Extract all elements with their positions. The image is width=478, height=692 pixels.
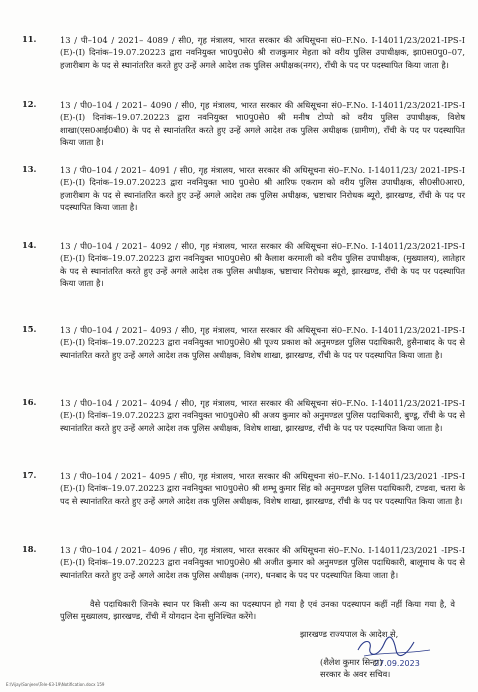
- entry-number: 18.: [22, 544, 37, 554]
- entry-text: 13 / पी–104 / 2021– 4089 / सी0, गृह मंत्रालय, भारत सरकार की अधिसूचना सं0–F.No. I-14011/23/2021-IPS-I (E)-(I) दिनांक–19.07.20223 द्वारा नवनियुक्त भा0पु0से0 श्री राजकुमार मेहता को वरीय पुलिस उपाधीक्षक, झा0स0पु0–07, हजारीबाग के पद से स्थानांतरित करते हुए उन्हें अगले आदेश तक पुलिस अधीक्षक(नगर), राँची के पद पर पदस्थापित किया जाता है।: [60, 35, 465, 70]
- entry-text: 13 / पी0–104 / 2021– 4094 / सी0, गृह मंत्रालय, भारत सरकार की अधिसूचना सं0–F.No. I-14011/23/2021-IPS-I (E)-(I) दिनांक–19.07.20223 द्वारा नवनियुक्त भा0पु0से0 श्री अजय कुमार को अनुमण्डल पुलिस पदाधिकारी, बुण्डू, राँची के पद से स्थानांतरित करते हुए उन्हें अगले आदेश तक पुलिस अधीक्षक, विशेष शाखा, झारखण्ड, राँची के पद पर पदस्थापित किया जाता है।: [60, 398, 465, 433]
- signatory-designation: सरकार के अवर सचिव।: [320, 669, 391, 679]
- entry-number: 15.: [22, 324, 37, 334]
- entry-number: 12.: [22, 99, 37, 109]
- order-line: झारखण्ड राज्यपाल के आदेश से,: [300, 629, 399, 639]
- entry-text: 13 / पी0–104 / 2021– 4096 / सी0, गृह मंत्रालय, भारत सरकार की अधिसूचना सं0–F.No. I-14011/23/2021 -IPS-I (E)-(I) दिनांक–19.07.20223 द्वारा नवनियुक्त भा0पु0से0 श्री अजीत कुमार को अनुमण्डल पुलिस पदाधिकारी, बालूमाथ के पद से स्थानांतरित करते हुए उन्हें अगले आदेश तक पुलिस अधीक्षक (नगर), धनबाद के पद पर पदस्थापित किया जाता है।: [60, 545, 465, 580]
- entry-text: 13 / पी0–104 / 2021– 4095 / सी0, गृह मंत्रालय, भारत सरकार की अधिसूचना सं0–F.No. I-14011/23/2021 -IPS-I (E)-(I) दिनांक–19.07.20223 द्वारा नवनियुक्त भा0पु0से0 श्री शम्भू कुमार सिंह को अनुमण्डल पुलिस पदाधिकारी, टण्डवा, चतरा के पद से स्थानांतरित करते हुए उन्हें अगले आदेश तक पुलिस अधीक्षक, विशेष शाखा, झारखण्ड, राँची के पद पर पदस्थापित किया जाता है।: [60, 471, 465, 506]
- signature-date: 27.09.2023: [374, 659, 420, 668]
- entry-number: 17.: [22, 470, 37, 480]
- signatory-name: (शैलेश कुमार सिन्हा): [320, 657, 383, 667]
- entry-text: 13 / पी0–104 / 2021– 4092 / सी0, गृह मंत्रालय, भारत सरकार की अधिसूचना सं0–F.No. I-14011/23/2021-IPS-I (E)-(I) दिनांक–19.07.20223 द्वारा नवनियुक्त भा0पु0से0 श्री कैलाश करमाली को वरीय पुलिस उपाधीक्षक, (मुख्यालय), लातेहार के पद से स्थानांतरित करते हुए उन्हें अगले आदेश तक पुलिस अधीक्षक, भ्रष्टाचार निरोधक ब्यूरो, झारखण्ड, राँची के पद पर पदस्थापित किया जाता है।: [60, 241, 465, 289]
- entry-text: 13 / पी0–104 / 2021– 4090 / सी0, गृह मंत्रालय, भारत सरकार की अधिसूचना सं0–F.No. I-14011/23/2021-IPS-I (E)-(I) दिनांक–19.07.20223 द्वारा नवनियुक्त भा0पु0से0 श्री मनीष टोप्पो को वरीय पुलिस उपाधीक्षक, विशेष शाखा(एस0आई0बी0) के पद से स्थानांतरित करते हुए उन्हें अगले आदेश तक पुलिस अधीक्षक (ग्रामीण), राँची के पद पर पदस्थापित किया जाता है।: [60, 100, 465, 148]
- entry-number: 16.: [22, 397, 37, 407]
- entry-number: 13.: [22, 164, 37, 174]
- closing-paragraph: वैसे पदाधिकारी जिनके स्थान पर किसी अन्य का पदस्थापन हो गया है एवं उनका पदस्थापन कहीं नहीं किया गया है, वे पुलिस मुख्यालय, झारखण्ड, राँची में योगदान देना सुनिश्चित करेंगे।: [60, 599, 455, 622]
- entry-text: 13 / पी0–104 / 2021– 4091 / सी0, गृह मंत्रालय, भारत सरकार की अधिसूचना सं0–F.No. I-14011/23/ 2021-IPS-I (E)-(I) दिनांक–19.07.20223 द्वारा नवनियुक्त भा0 पु0से0 श्री आरिफ एकराम को वरीय पुलिस उपाधीक्षक, सी0सी0आर0, हजारीबाग के पद से स्थानांतरित करते हुए उन्हें अगले आदेश तक पुलिस अधीक्षक, भ्रष्टाचार निरोधक ब्यूरो, झारखण्ड, राँची के पद पर पदस्थापित किया जाता है।: [60, 165, 465, 213]
- file-path-footer: E:\Vijay\Sanjeev\Tele-63-19\Notification.docx 159: [6, 682, 105, 687]
- entry-number: 14.: [22, 240, 37, 250]
- entry-number: 11.: [22, 34, 37, 44]
- entry-text: 13 / पी0–104 / 2021– 4093 / सी0, गृह मंत्रालय, भारत सरकार की अधिसूचना सं0–F.No. I-14011/23/2021-IPS-I (E)-(I) दिनांक–19.07.20223 द्वारा नवनियुक्त भा0पु0से0 श्री पूज्य प्रकाश को अनुमण्डल पुलिस पदाधिकारी, हुसैनाबाद के पद से स्थानांतरित करते हुए उन्हें अगले आदेश तक पुलिस अधीक्षक, विशेष शाखा, झारखण्ड, राँची के पद पर पदस्थापित किया जाता है।: [60, 325, 465, 360]
